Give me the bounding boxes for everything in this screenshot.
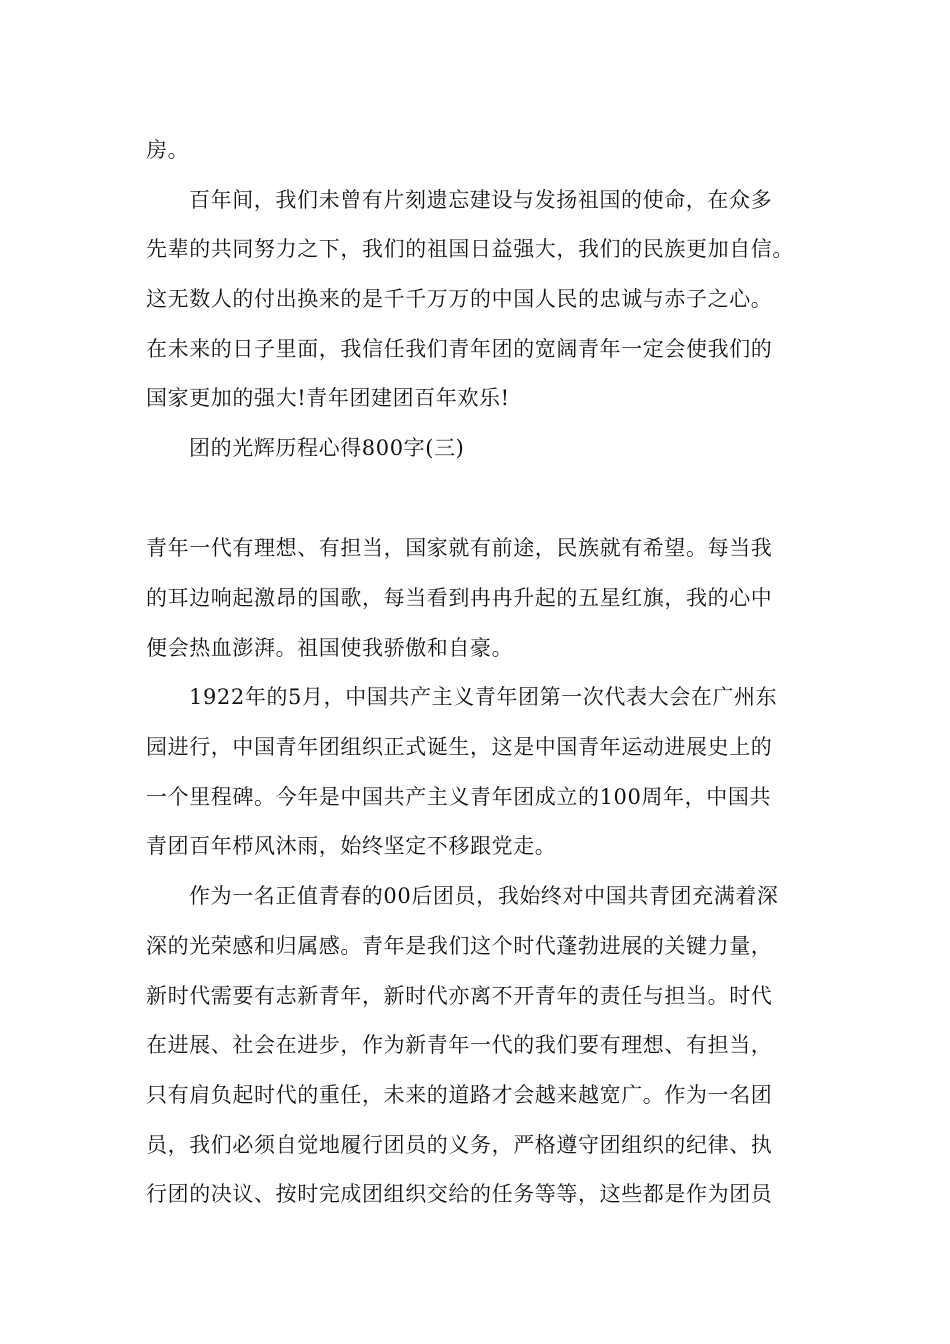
text-line: 便会热血澎湃。祖国使我骄傲和自豪。 — [146, 636, 514, 660]
text-line: 作为一名正值青春的00后团员，我始终对中国共青团充满着深 — [189, 884, 779, 908]
text-line: 先辈的共同努力之下，我们的祖国日益强大，我们的民族更加自信。 — [146, 237, 794, 261]
text-line: 百年间，我们未曾有片刻遗忘建设与发扬祖国的使命，在众多 — [189, 188, 773, 212]
text-line: 园进行，中国青年团组织正式诞生，这是中国青年运动进展史上的 — [146, 735, 773, 759]
section-heading: 团的光辉历程心得800字(三) — [189, 436, 465, 460]
text-line: 这无数人的付出换来的是千千万万的中国人民的忠诚与赤子之心。 — [146, 287, 773, 311]
text-line: 国家更加的强大!青年团建团百年欢乐! — [146, 386, 510, 410]
text-line: 青年一代有理想、有担当，国家就有前途，民族就有希望。每当我 — [146, 536, 773, 560]
text-line: 的耳边响起激昂的国歌，每当看到冉冉升起的五星红旗，我的心中 — [146, 586, 773, 610]
text-line: 房。 — [146, 138, 190, 162]
text-line: 深的光荣感和归属感。青年是我们这个时代蓬勃进展的关键力量， — [146, 934, 773, 958]
text-line: 1922年的5月，中国共产主义青年团第一次代表大会在广州东 — [189, 685, 778, 709]
text-line: 新时代需要有志新青年，新时代亦离不开青年的责任与担当。时代 — [146, 984, 773, 1008]
text-line: 行团的决议、按时完成团组织交给的任务等等，这些都是作为团员 — [146, 1182, 773, 1206]
text-line: 在进展、社会在进步，作为新青年一代的我们要有理想、有担当， — [146, 1033, 773, 1057]
text-line: 青团百年栉风沐雨，始终坚定不移跟党走。 — [146, 834, 557, 858]
text-line: 一个里程碑。今年是中国共产主义青年团成立的100周年，中国共 — [146, 785, 772, 809]
text-line: 在未来的日子里面，我信任我们青年团的宽阔青年一定会使我们的 — [146, 337, 773, 361]
text-line: 只有肩负起时代的重任，未来的道路才会越来越宽广。作为一名团 — [146, 1083, 773, 1107]
text-line: 员，我们必须自觉地履行团员的义务，严格遵守团组织的纪律、执 — [146, 1133, 773, 1157]
